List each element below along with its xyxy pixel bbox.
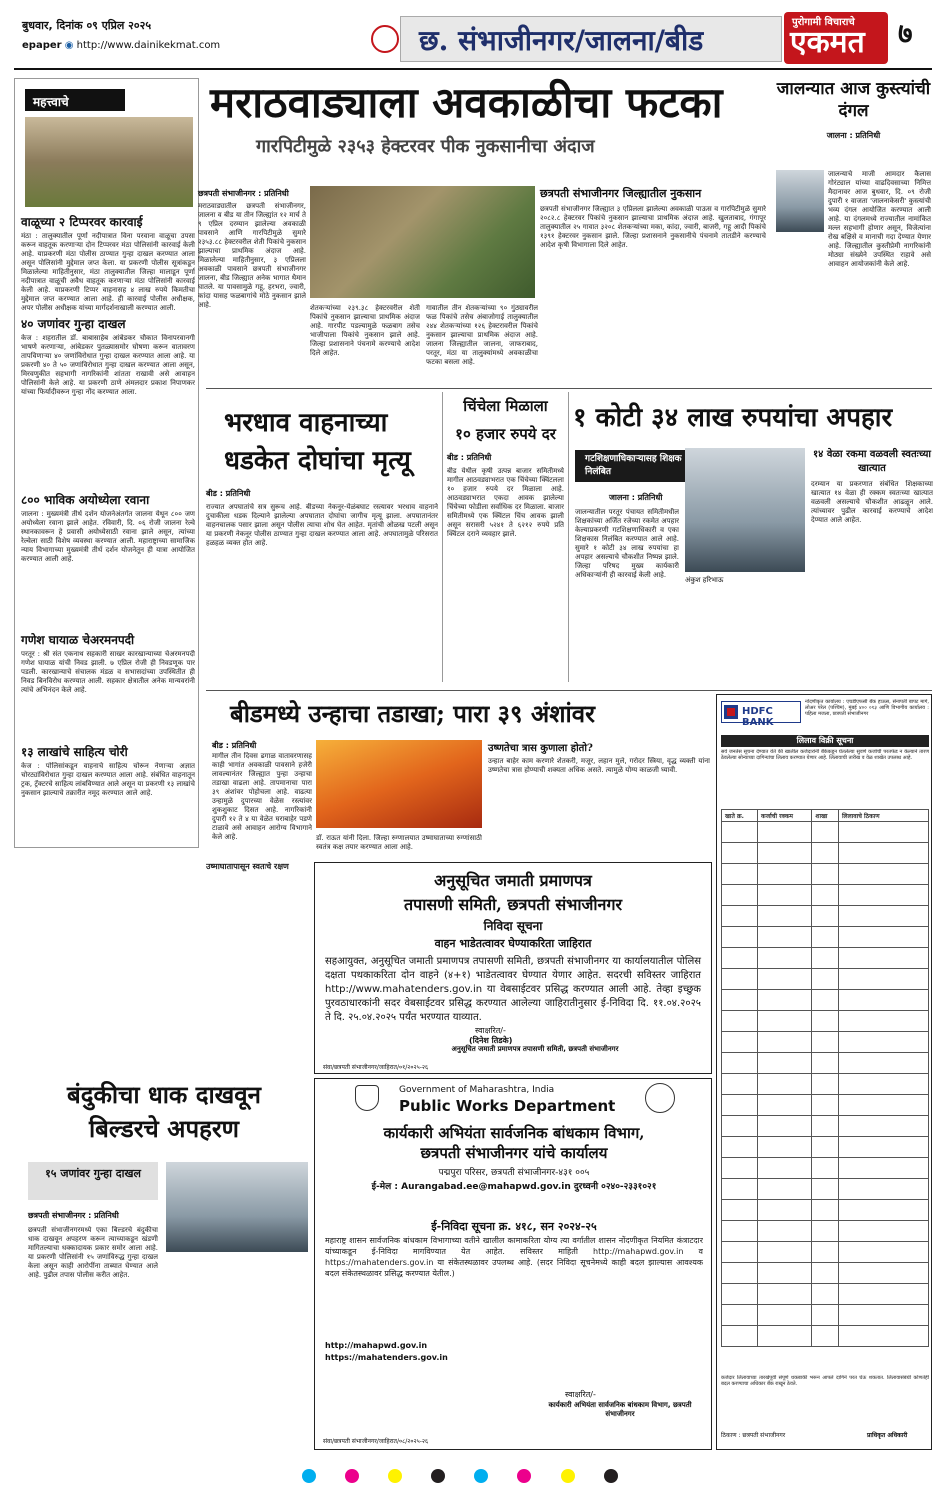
table-cell — [839, 1116, 929, 1137]
table-cell — [839, 843, 929, 864]
left-story-5 — [21, 743, 195, 852]
reg-mark-cyan — [302, 1469, 316, 1483]
table-cell — [758, 969, 812, 990]
chinchele-headline-2: १० हजार रुपये दर — [455, 425, 556, 443]
table-row — [722, 1116, 929, 1137]
kidnap-headline: बंदुकीचा धाक दाखवून बिल्डरचे अपहरण — [67, 1080, 261, 1143]
table-cell — [812, 1242, 839, 1263]
heat-story — [206, 694, 710, 860]
table-cell — [758, 1074, 812, 1095]
accident-headline: भरधाव वाहनाच्या धडकेत दोघांचा मृत्यू — [224, 408, 411, 476]
table-cell — [722, 948, 758, 969]
hdfc-table-header — [722, 810, 929, 822]
hdfc-sign-title: प्राधिकृत अधिकारी — [867, 1432, 908, 1439]
table-cell — [839, 1137, 929, 1158]
table-row — [722, 1200, 929, 1221]
reg-mark-black — [604, 1469, 618, 1483]
heat-box — [488, 740, 710, 856]
table-cell — [812, 1011, 839, 1032]
kidnap-text: छत्रपती संभाजीनगरमध्ये एका बिल्डरचे बंदुकीचा धाक दाखवून अपहरण करून त्याच्याकडून खंडणी मागितल्याचा धक्कादायक प्रकार समोर आला आहे. या प्रकरणी पोलिसांनी १५ जणांविरुद्ध गुन्हा दाखल केला असून काही आरोपींना ताब्यात घेण्यात आले आहे. पुढील तपास पोलीस करीत आहेत. — [28, 1226, 158, 1279]
reg-mark-black — [431, 1469, 445, 1483]
table-cell — [839, 1095, 929, 1116]
section-label-text: महत्त्वाचे — [33, 95, 69, 109]
left-column — [14, 78, 199, 848]
table-cell — [839, 1221, 929, 1242]
table-cell — [812, 1095, 839, 1116]
table-cell — [839, 1305, 929, 1326]
brand-tagline: पुरोगामी विचाराचे — [792, 17, 855, 28]
table-cell — [839, 1284, 929, 1305]
divider-2 — [206, 690, 932, 691]
story-headline: गणेश घायाळ चेअरमनपदी — [21, 633, 135, 647]
kidnap-dateline: छत्रपती संभाजीनगर : प्रतिनिधी — [28, 1211, 119, 1220]
heat-headline: बीडमध्ये उन्हाचा तडाखा; पारा ३९ अंशांवर — [230, 699, 595, 728]
table-cell — [758, 1284, 812, 1305]
table-cell — [812, 1074, 839, 1095]
table-cell — [722, 822, 758, 843]
table-cell — [758, 1011, 812, 1032]
table-row — [722, 843, 929, 864]
table-cell — [758, 948, 812, 969]
reg-mark-yellow — [388, 1469, 402, 1483]
table-cell — [812, 822, 839, 843]
truck-photo — [25, 117, 193, 207]
table-cell — [812, 1032, 839, 1053]
edition-title: छ. संभाजीनगर/जालना/बीड — [419, 24, 704, 57]
brand-name: एकमत — [790, 25, 865, 60]
pwd-title-2: छत्रपती संभाजीनगर यांचे कार्यालय — [420, 1144, 608, 1162]
pwd-gov-line: Government of Maharashtra, India — [399, 1085, 555, 1095]
apahar-dateline: जालना : प्रतिनिधी — [609, 493, 663, 502]
table-cell — [722, 1263, 758, 1284]
table-cell — [758, 1326, 812, 1347]
left-story-1 — [21, 213, 195, 322]
table-cell — [722, 1221, 758, 1242]
hail-damage-photo — [310, 186, 535, 298]
table-cell — [812, 906, 839, 927]
kusti-dateline: जालना : प्रतिनिधी — [826, 131, 881, 140]
sun-icon — [371, 25, 399, 53]
pwd-sign-title: कार्यकारी अभियंता सार्वजनिक बांधकाम विभाग, छत्रपती संभाजीनगर — [548, 1401, 692, 1418]
table-cell — [722, 1284, 758, 1305]
table-cell — [839, 1032, 929, 1053]
table-cell — [722, 1179, 758, 1200]
table-row — [722, 1137, 929, 1158]
table-row — [722, 1011, 929, 1032]
pwd-email: ई-मेल : Aurangabad.ee@mahapwd.gov.in दुरध्वनी ०२४०-२३३१०२१ — [371, 1182, 657, 1192]
story-text: केज : शहरातील डॉ. बाबासाहेब आंबेडकर चौकात विनापरवानगी भाषणे करणाऱ्या, आंबेडकर पुतळ्यासमोर घोषणा करून वातावरण तापविणाऱ्या ४० जणांविरोधात गुन्हा दाखल करण्यात आला आहे. या प्रकरणी ४० ते ५० जणांविरोधात गुन्हा दाखल करण्यात आला असून, मिरवणुकीत सहभागी नागरिकांनी शांतता राखावी असे आवाहन पोलिसांनी केले आहे. या प्रकरणी ठाणे अंमलदार प्रकाश निपाणकर यांच्या फिर्यादीवरून गुन्हा नोंद करण्यात आला. — [21, 334, 195, 396]
table-cell — [812, 1200, 839, 1221]
kidnap-story — [20, 1078, 308, 1448]
table-cell — [722, 843, 758, 864]
story-headline: ८०० भाविक अयोध्येला रवाना — [21, 493, 150, 507]
masthead-date: बुधवार, दिनांक ०९ एप्रिल २०२५ — [22, 19, 152, 32]
hdfc-office-text: नोंदणीकृत कार्यालय : एचडीएफसी बँक हाऊस, सेनापती बापट मार्ग, लोअर परेल (पश्चिम), मुंबई ४०० ०१३ आणि विभागीय कार्यालय : पहिला मजला, छत्रपती संभाजीनगर — [805, 699, 929, 717]
table-cell — [839, 1263, 929, 1284]
chinchele-story — [442, 392, 564, 682]
table-cell — [758, 1179, 812, 1200]
pwd-dept: Public Works Department — [399, 1097, 616, 1115]
apahar-text: जालन्यातील परतूर पंचायत समितीमधील शिक्षकांच्या अर्जित रजेच्या रकमेत अपहार केल्याप्रकरणी गटशिक्षणाधिकारी व एका शिक्षकास निलंबित करण्यात आले आहे. सुमारे १ कोटी ३४ लाख रुपयांचा हा अपहार असल्याचे चौकशीत निष्पन्न झाले. जिल्हा परिषद मुख्य कार्यकारी अधिकाऱ्यांनी ही कारवाई केली आहे. — [575, 508, 679, 579]
apahar-sidebar — [811, 448, 933, 678]
accident-dateline: बीड : प्रतिनिधी — [206, 489, 251, 498]
hdfc-footer-text: कर्जदार लिलावाच्या तारखेपूर्वी संपूर्ण थकबाकी भरून आपले दागिने परत घेऊ शकतात. लिलावासंबंधी कोणतेही बदल करण्याचा अधिकार बँक राखून ठेवते. — [721, 1375, 929, 1387]
kusti-story — [776, 78, 931, 384]
table-row — [722, 948, 929, 969]
table-cell — [722, 1095, 758, 1116]
table-cell — [758, 822, 812, 843]
lead-sidebar-title: छत्रपती संभाजीनगर जिल्ह्यातील नुकसान — [540, 187, 702, 200]
table-cell — [722, 990, 758, 1011]
table-row — [722, 1284, 929, 1305]
table-cell — [758, 1032, 812, 1053]
table-cell — [722, 1074, 758, 1095]
apahar-story — [568, 392, 932, 682]
table-row — [722, 906, 929, 927]
apahar-headline: १ कोटी ३४ लाख रुपयांचा अपहार — [573, 403, 893, 433]
table-row — [722, 969, 929, 990]
section-label — [25, 89, 125, 111]
left-story-2 — [21, 315, 195, 504]
left-story-4 — [21, 631, 195, 750]
table-cell — [758, 885, 812, 906]
masthead — [14, 10, 932, 70]
table-cell — [722, 1242, 758, 1263]
registration-marks — [290, 1468, 690, 1488]
tribe-title-1: अनुसूचित जमाती प्रमाणपत्र — [434, 871, 592, 890]
emblem-icon — [355, 1085, 379, 1111]
story-text: केज : पोलिसांकडून वाहनाचे साहित्य चोरून नेणाऱ्या अज्ञात चोरट्यांविरोधात गुन्हा दाखल करण्यात आला आहे. संबंधित वाहनातून ट्रक, ट्रॅक्टरचे साहित्य लांबविण्यात आले असून या प्रकरणी १३ लाखांचे नुकसान झाल्याचे तक्रारीत नमूद करण्यात आले आहे. — [21, 762, 195, 797]
col-branch: शाखा — [812, 810, 839, 822]
table-cell — [812, 948, 839, 969]
table-cell — [812, 1137, 839, 1158]
table-row — [722, 864, 929, 885]
table-cell — [812, 990, 839, 1011]
thermometer-photo — [316, 740, 482, 828]
edition-banner — [400, 16, 782, 62]
story-text: जालना : मुख्यमंत्री तीर्थ दर्शन योजनेअंतर्गत जालना येथून ८०० जण अयोध्येला रवाना झाले आहेत. रविवारी, दि. ०६ रोजी जालना रेल्वे स्थानकावरून हे प्रवासी अयोध्येसाठी रवाना झाले असून, त्यांच्या रेल्वेला साठी विशेष व्यवस्था करण्यात आली. महाराष्ट्राच्या सामाजिक न्याय विभागाच्या मुख्यमंत्री तीर्थ दर्शन योजनेतून ही यात्रा आयोजित करण्यात आली आहे. — [21, 510, 195, 563]
lead-dateline: छत्रपती संभाजीनगर : प्रतिनिधी — [198, 189, 289, 198]
tribe-sign-name: (दिनेश तिडके) — [469, 1036, 513, 1045]
col-address: लिलावाचे ठिकाण — [839, 810, 929, 822]
lead-text-col1: मराठवाड्यातील छत्रपती संभाजीनगर, जालना व बीड या तीन जिल्ह्यांत १२ मार्च ते ९ एप्रिल दरम्यान झालेल्या अवकाळी पावसाने आणि गारपिटीमुळे सुमारे २३५३.८८ हेक्टरवरील शेती पिकांचे नुकसान झाल्याचा प्राथमिक अंदाज आहे. मिळालेल्या माहितीनुसार, ३ एप्रिलला अवकाळी पावसाने छत्रपती संभाजीनगर जालना, बीड जिल्ह्यात अनेक भागात थैमान घातले. या पावसामुळे गहू, हरभरा, ज्वारी, कांदा यासह फळबागांचे मोठे नुकसान झाले आहे. — [198, 202, 306, 309]
lead-text-col2: शेतकऱ्यांच्या २३९.३८ हेक्टरवरील शेती पिकांचे नुकसान झाल्याचा प्राथमिक अंदाज आहे. गारपीट पडल्यामुळे फळबाग तसेच भाजीपाला पिकांचे नुकसान झाले आहे. जिल्हा प्रशासनाने पंचनामे करण्याचे आदेश दिले आहेत. — [310, 304, 420, 357]
table-cell — [839, 1053, 929, 1074]
table-cell — [812, 1305, 839, 1326]
accident-story — [206, 392, 438, 682]
table-row — [722, 1074, 929, 1095]
table-cell — [722, 1011, 758, 1032]
story-text: मंठा : तालुक्यातील पूर्णा नदीपात्रात विना परवाना वाळूचा उपसा करून वाहतूक करणाऱ्या दोन टिप्परवर मंठा पोलिसांनी कारवाई केली आहे. याप्रकरणी मंठा पोलीस ठाण्यात गुन्हा दाखल करण्यात आला असून पोलिसांनी मुद्देमाल जप्त केला. या प्रकरणी पोलीस सूत्रांकडून मिळालेल्या माहितीनुसार, मंठा तालुक्यातील जिल्हा मालाडून पूर्णा नदीपात्रात वाळूची अवैध वाहतूक करणाऱ्या मंठा पोलिसांनी कारवाई केली आहे. याप्रकरणी टिप्पर वाहनासह ४ लाख रुपये किमतीचा मुद्देमाल जप्त करण्यात आला आहे. ही कारवाई पोलीस अधीक्षक, अपर पोलीस अधीक्षक यांच्या मार्गदर्शनाखाली करण्यात आली. — [21, 232, 195, 312]
table-row — [722, 1305, 929, 1326]
apahar-tag: गटशिक्षणाधिकाऱ्यासह शिक्षक निलंबित — [575, 450, 695, 482]
tribe-title-3: निविदा सूचना — [483, 919, 543, 933]
kidnap-tag: १५ जणांवर गुन्हा दाखल — [45, 1167, 141, 1180]
table-cell — [722, 1053, 758, 1074]
table-row — [722, 1221, 929, 1242]
chinchele-dateline: बीड : प्रतिनिधी — [447, 453, 492, 462]
table-cell — [839, 1179, 929, 1200]
table-row — [722, 885, 929, 906]
kidnap-tag-box — [28, 1162, 158, 1200]
tribe-text: सहआयुक्त, अनुसूचित जमाती प्रमाणपत्र तपासणी समिती, छत्रपती संभाजीनगर या कार्यालयातील पोलिस दक्षता पथकाकरिता दोन वाहने (४+१) भाडेतत्वावर घेण्यात येणार आहेत. सदरची सविस्तर जाहिरात http://www.mahatenders.gov.in या वेबसाईटवर प्रसिद्ध करण्यात आली आहे. तेव्हा इच्छुक पुरवठाधारकांनी सदर वेबसाईटवर प्रसिद्ध करण्यात आलेल्या जाहिरातीनुसार ई-निविदा दि. ११.०४.२०२५ ते दि. २५.०४.२०२५ पर्यंत भरण्यात याव्यात. — [325, 956, 701, 1023]
table-cell — [812, 969, 839, 990]
page-number: ७ — [898, 17, 913, 50]
table-row — [722, 927, 929, 948]
chinchele-headline-1: चिंचेला मिळाला — [463, 397, 548, 415]
table-cell — [839, 1011, 929, 1032]
table-cell — [722, 1158, 758, 1179]
table-cell — [839, 822, 929, 843]
table-row — [722, 1053, 929, 1074]
pwd-title-1: कार्यकारी अभियंता सार्वजनिक बांधकाम विभाग, — [383, 1124, 645, 1142]
kusti-headline: जालन्यात आज कुस्त्यांची दंगल — [776, 79, 931, 121]
reg-mark-magenta — [517, 1469, 531, 1483]
table-cell — [839, 1326, 929, 1347]
globe-icon: ◉ — [64, 40, 74, 51]
epaper-label: epaper — [22, 40, 62, 51]
epaper-url: http://www.dainikekmat.com — [76, 40, 221, 51]
table-cell — [758, 990, 812, 1011]
table-row — [722, 1158, 929, 1179]
story-headline: वाळूच्या २ टिप्परवर कारवाई — [21, 215, 143, 229]
notice-hdfc — [716, 694, 932, 1450]
tribe-sign-title: अनुसूचित जमाती प्रमाणपत्र तपासणी समिती, छत्रपती संभाजीनगर — [451, 1045, 619, 1053]
pwd-sign-label: स्वाक्षरित/- — [565, 1390, 596, 1399]
table-cell — [758, 864, 812, 885]
divider-1 — [206, 388, 932, 389]
col-amount: कर्जाची रक्कम — [758, 810, 812, 822]
table-cell — [758, 1053, 812, 1074]
table-cell — [812, 1263, 839, 1284]
lead-sidebar-text: छत्रपती संभाजीनगर जिल्ह्यात ३ एप्रिलला झालेल्या अवकाळी पाऊस व गारपिटीमुळे सुमारे २०८२.८ हेक्टरवर पिकांचे नुकसान झाल्याचा प्राथमिक अंदाज आहे. खुलताबाद, गंगापूर तालुक्यातील २५ गावात ३२०८ शेतकऱ्यांच्या मका, कांदा, ज्वारी, बाजरी, गहू आदी पिकांचे १३९१ हेक्टरवर नुकसान झाले. जिल्हा प्रशासनाने नुकसानीचे पंचनामे तातडीने करण्याचे आदेश कृषी विभागाला दिले आहेत. — [540, 205, 766, 249]
heat-subhead: उष्माघातापासून स्वतःचे रक्षण — [206, 862, 289, 871]
table-cell — [812, 1053, 839, 1074]
table-cell — [812, 843, 839, 864]
pwd-logo-icon — [645, 1083, 675, 1113]
table-cell — [758, 1200, 812, 1221]
table-cell — [758, 1242, 812, 1263]
officer-photo — [685, 448, 805, 572]
tribe-sign-label: स्वाक्षरित/- — [475, 1026, 506, 1035]
table-cell — [812, 864, 839, 885]
heat-text: मागील तीन दिवस ढगाळ वातावरणासह काही भागांत अवकाळी पावसाने हजेरी लावल्यानंतर जिल्ह्यात पुन्हा उन्हाचा तडाखा वाढला आहे. तापमानाचा पारा ३९ अंशांवर पोहोचला आहे. वाढत्या उन्हामुळे दुपारच्या वेळेस रस्त्यांवर शुकशुकाट दिसत आहे. नागरिकांनी दुपारी १२ ते ४ या वेळेत घराबाहेर पडणे टाळावे असे आवाहन आरोग्य विभागाने केले आहे. — [212, 752, 312, 841]
notice-pwd — [314, 1078, 712, 1450]
reg-mark-yellow — [561, 1469, 575, 1483]
table-cell — [722, 1116, 758, 1137]
table-cell — [839, 1200, 929, 1221]
table-cell — [839, 906, 929, 927]
table-cell — [812, 927, 839, 948]
table-row — [722, 990, 929, 1011]
table-cell — [839, 1242, 929, 1263]
epaper-link[interactable] — [22, 40, 220, 51]
table-cell — [812, 885, 839, 906]
apahar-photo-caption: अंकुश हरिभाऊ — [685, 576, 724, 584]
notice-tribe — [314, 862, 712, 1074]
lead-headline: मराठवाड्याला अवकाळीचा फटका — [210, 78, 723, 127]
story-headline: १३ लाखांचे साहित्य चोरी — [21, 745, 128, 759]
tribe-ref: संवा/छत्रपती संभाजीनगर/जाहिरात/०१/२०२५-२६ — [323, 1064, 429, 1071]
table-cell — [758, 1305, 812, 1326]
left-story-3 — [21, 491, 195, 640]
table-cell — [812, 1158, 839, 1179]
reg-mark-magenta — [345, 1469, 359, 1483]
table-cell — [758, 1116, 812, 1137]
hdfc-table — [721, 809, 929, 1347]
tribe-title-4: वाहन भाडेतत्वावर घेण्याकरिता जाहिरात — [434, 937, 592, 950]
kusti-text: जालन्याचे माजी आमदार कैलास गोरंट्याल यांच्या वाढदिवसाच्या निमित्त मैदानावर आज बुधवार, दि. ०९ रोजी दुपारी १ वाजता 'जालनाकेसरी' कुस्त्यांची भव्य दंगल आयोजित करण्यात आली आहे. या दंगलमध्ये राज्यातील नामांकित मल्ल सहभागी होणार असून, विजेत्यांना रोख बक्षिसे व मानाची गदा देण्यात येणार आहे. जिल्ह्यातील कुस्तीप्रेमी नागरिकांनी मोठ्या संख्येने उपस्थित राहावे असे आवाहन आयोजकांनी केले आहे. — [828, 170, 931, 268]
table-cell — [758, 1095, 812, 1116]
pwd-tender-no: ई-निविदा सूचना क्र. ४१८, सन २०२४-२५ — [431, 1220, 597, 1233]
table-cell — [839, 864, 929, 885]
table-cell — [722, 1032, 758, 1053]
table-row — [722, 1326, 929, 1347]
hdfc-auction-title-bar — [721, 735, 929, 747]
table-row — [722, 1242, 929, 1263]
table-cell — [758, 1221, 812, 1242]
table-row — [722, 1179, 929, 1200]
tribe-title-2: तपासणी समिती, छत्रपती संभाजीनगर — [403, 895, 622, 914]
table-cell — [839, 927, 929, 948]
pwd-address: पद्मपुरा परिसर, छत्रपती संभाजीनगर-४३१ ००५ — [438, 1168, 590, 1178]
table-cell — [758, 927, 812, 948]
table-cell — [812, 1326, 839, 1347]
table-cell — [839, 885, 929, 906]
heat-continued — [206, 862, 310, 1012]
lead-text-col3: गावातील तीन शेतकऱ्यांच्या ९० गुंठ्यावरील फळ पिकांचे तसेच अंबाजोगाई तालुक्यातील २४४ शेतकऱ्यांच्या १२६ हेक्टरावरील पिकांचे नुकसान झाल्याचा प्राथमिक अंदाज आहे. जालना जिल्ह्यातील जालना, जाफराबाद, परतूर, मंठा या तालुक्यांमध्ये अवकाळीचा फटका बसला आहे. — [426, 304, 538, 366]
table-cell — [722, 1200, 758, 1221]
chinchele-text: बीड येथील कृषी उत्पन्न बाजार समितीमध्ये मागील आठवड्याभरात एक चिंचेच्या क्विंटलला १० हजार रुपये दर मिळाला आहे. आठवड्याभरात एकदा आवक झालेल्या चिंचेच्या फोडीला सर्वाधिक दर मिळाला. बाजार समितीमध्ये एक क्विंटल चिंच आवक झाली असून सरासरी ५२४१ ते ६२१२ रुपये प्रति क्विंटल दराने व्यवहार झाले. — [447, 467, 564, 538]
table-cell — [812, 1284, 839, 1305]
story-headline: ४० जणांवर गुन्हा दाखल — [21, 317, 126, 331]
col-account: खाते क्र. — [722, 810, 758, 822]
table-cell — [812, 1116, 839, 1137]
table-cell — [758, 843, 812, 864]
table-cell — [758, 1158, 812, 1179]
table-row — [722, 1095, 929, 1116]
story-text: परतूर : श्री संत एकनाथ सहकारी साखर कारखान्याच्या चेअरमनपदी गणेश घायाळ यांची निवड झाली. ७ एप्रिल रोजी ही निवडणूक पार पडली. कारखान्याचे संचालक मंडळ व सभासदांच्या उपस्थितीत ही निवड बिनविरोध करण्यात आली. सहकार क्षेत्रातील अनेक मान्यवरांनी त्यांचे अभिनंदन केले आहे. — [21, 650, 195, 694]
table-row — [722, 1263, 929, 1284]
hdfc-sign-date: ठिकाण : छत्रपती संभाजीनगर — [721, 1432, 786, 1439]
hdfc-table-body — [722, 822, 929, 1347]
mla-photo — [776, 170, 824, 232]
hdfc-logo-icon — [724, 705, 738, 719]
table-cell — [758, 1263, 812, 1284]
lead-subheadline: गारपिटीमुळे २३५३ हेक्टरवर पीक नुकसानीचा अंदाज — [256, 136, 595, 157]
apahar-sidebar-text: दरम्यान या प्रकरणात संबंधित शिक्षकाच्या खात्यात १४ वेळा ही रक्कम स्वतःच्या खात्यात वळवली असल्याचे चौकशीत आढळून आले. त्यांच्यावर पुढील कारवाई करण्याचे आदेश देण्यात आले आहेत. — [811, 480, 933, 524]
table-cell — [839, 990, 929, 1011]
accident-text: राज्यात अपघातांचे सत्र सुरूच आहे. बीडच्या नेकनूर-येळंबघाट रस्त्यावर भरधाव वाहनाने दुचाकीला धडक दिल्याने झालेल्या अपघातात दोघांचा जागीच मृत्यू झाला. अपघातानंतर वाहनचालक पसार झाला असून पोलीस त्याचा शोध घेत आहेत. मृतांची ओळख पटली असून या प्रकरणी नेकनूर पोलीस ठाण्यात गुन्हा दाखल करण्यात आला आहे. अपघातामुळे परिसरात हळहळ व्यक्त होत आहे. — [206, 503, 438, 547]
table-cell — [722, 1137, 758, 1158]
table-cell — [812, 1179, 839, 1200]
apahar-sidebar-title: १४ वेळा रकमा वळवली स्वतःच्या खात्यात — [812, 449, 932, 474]
lead-sidebar — [540, 186, 766, 382]
pwd-url-2[interactable]: https://mahatenders.gov.in — [325, 1353, 448, 1362]
heat-dateline: बीड : प्रतिनिधी — [212, 741, 257, 750]
table-cell — [722, 927, 758, 948]
pwd-url-1[interactable]: http://mahapwd.gov.in — [325, 1341, 428, 1350]
table-cell — [839, 948, 929, 969]
table-row — [722, 822, 929, 843]
table-cell — [839, 969, 929, 990]
heat-box-text: उन्हात बाहेर काम करणारे शेतकरी, मजूर, लहान मुले, गरोदर स्त्रिया, वृद्ध व्यक्ती यांना उष्णतेचा त्रास होण्याची शक्यता अधिक असते. त्यामुळे योग्य काळजी घ्यावी. — [488, 757, 710, 774]
table-cell — [722, 969, 758, 990]
hdfc-auction-text: सर्व जनतेस सूचना देण्यात येते की खालील कर्जदारांनी बँकेकडून घेतलेल्या सुवर्ण कर्जाची परतफेड न केल्याने तारण ठेवलेल्या सोन्याच्या दागिन्यांचा लिलाव करण्यात येणार आहे. लिलावाची तारीख व वेळ शाखेत उपलब्ध आहे. — [721, 749, 929, 761]
table-cell — [839, 1074, 929, 1095]
pwd-text: महाराष्ट्र शासन सार्वजनिक बांधकाम विभागाच्या वतीने खालील कामाकरिता योग्य त्या वर्गातील शासन नोंदणीकृत नियमित कंत्राटदार यांच्याकडून ई-निविदा मागविण्यात येत आहेत. सविस्तर माहिती http://mahapwd.gov.in व https://mahatenders.gov.in या संकेतस्थळावर उपलब्ध आहे. (सदर निविदा सूचनेमध्ये काही बदल झाल्यास आवश्यक बदल संकेतस्थळावर प्रसिद्ध करण्यात येतील.) — [325, 1236, 703, 1278]
hdfc-bank-name: HDFC BANK — [742, 706, 774, 728]
hdfc-logo — [721, 701, 801, 728]
table-cell — [758, 1137, 812, 1158]
heat-photo-caption: डॉ. राऊत यांनी दिला. जिल्हा रुग्णालयात उष्माघाताच्या रुग्णांसाठी स्वतंत्र कक्ष तयार करण्यात आला आहे. — [316, 834, 482, 851]
heat-box-title: उष्णतेचा त्रास कुणाला होतो? — [488, 743, 593, 754]
kidnap-photo — [166, 1162, 308, 1252]
pwd-ref: संवा/छत्रपती संभाजीनगर/जाहिरात/०८/२०२५-२६ — [323, 1438, 429, 1445]
table-cell — [812, 1221, 839, 1242]
table-cell — [722, 906, 758, 927]
table-row — [722, 1032, 929, 1053]
hdfc-auction-title: लिलाव विक्री सूचना — [796, 736, 854, 745]
table-cell — [722, 1305, 758, 1326]
table-cell — [722, 864, 758, 885]
brand-logo — [784, 12, 888, 64]
table-cell — [722, 1326, 758, 1347]
table-cell — [758, 906, 812, 927]
table-cell — [722, 885, 758, 906]
reg-mark-cyan — [474, 1469, 488, 1483]
lead-story — [198, 78, 766, 384]
table-cell — [839, 1158, 929, 1179]
